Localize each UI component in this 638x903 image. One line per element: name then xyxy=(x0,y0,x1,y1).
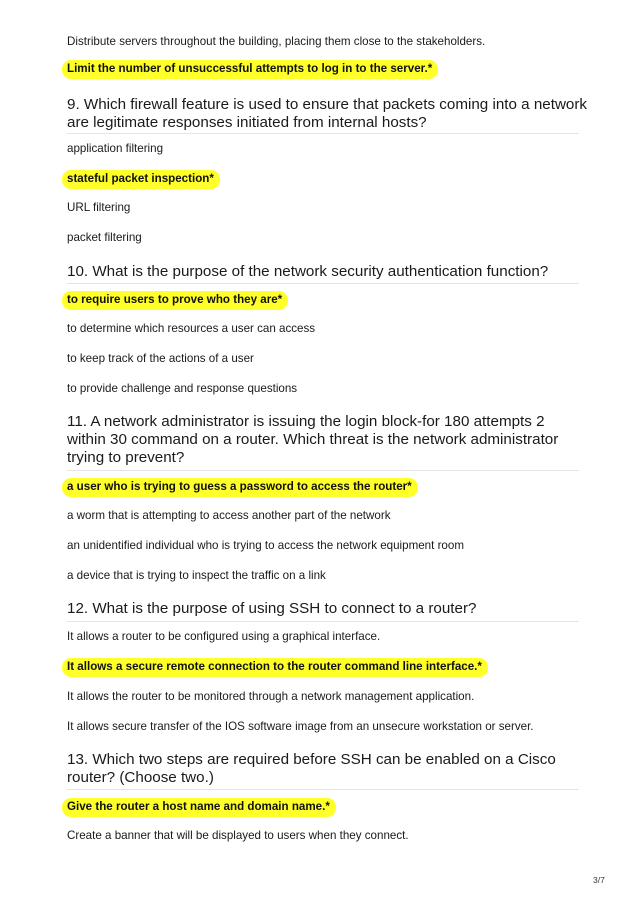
divider xyxy=(67,133,579,134)
answer-option: a worm that is attempting to access another part of the network xyxy=(67,509,391,522)
divider xyxy=(67,621,579,622)
answer-option: to determine which resources a user can access xyxy=(67,322,316,335)
answer-option: to keep track of the actions of a user xyxy=(67,352,254,365)
answer-option: an unidentified individual who is trying to access the network equipment room xyxy=(67,539,464,552)
correct-answer-option: It allows a secure remote connection to the router command line interface.* xyxy=(62,658,488,677)
correct-answer-option: to require users to prove who they are* xyxy=(62,291,288,310)
divider xyxy=(67,470,579,471)
answer-option: Distribute servers throughout the building, placing them close to the stakeholders. xyxy=(67,35,486,48)
answer-option: to provide challenge and response questions xyxy=(67,382,298,395)
answer-option: application filtering xyxy=(67,142,164,155)
correct-answer-option: Give the router a host name and domain name.* xyxy=(62,798,336,817)
question-9: 9. Which firewall feature is used to ensure that packets coming into a network are legitimate responses initiated from internal hosts? xyxy=(67,96,588,131)
question-11: 11. A network administrator is issuing the login block-for 180 attempts 2 within 30 command on a router. Which threat is the network administrator trying to prevent? xyxy=(67,413,559,466)
answer-option: It allows a router to be configured using a graphical interface. xyxy=(67,630,381,643)
question-13: 13. Which two steps are required before SSH can be enabled on a Cisco router? (Choose two.) xyxy=(67,751,556,786)
page-number: 3/7 xyxy=(593,875,605,885)
answer-option: a device that is trying to inspect the traffic on a link xyxy=(67,569,326,582)
answer-option: packet filtering xyxy=(67,231,142,244)
correct-answer-option: Limit the number of unsuccessful attempts to log in to the server.* xyxy=(62,60,438,79)
answer-option: Create a banner that will be displayed to users when they connect. xyxy=(67,829,409,842)
correct-answer-option: a user who is trying to guess a password to access the router* xyxy=(62,478,418,497)
answer-option: It allows the router to be monitored through a network management application. xyxy=(67,690,475,703)
divider xyxy=(67,789,579,790)
divider xyxy=(67,283,579,284)
answer-option: URL filtering xyxy=(67,201,131,214)
question-10: 10. What is the purpose of the network security authentication function? xyxy=(67,263,549,280)
question-12: 12. What is the purpose of using SSH to connect to a router? xyxy=(67,600,477,617)
answer-option: It allows secure transfer of the IOS software image from an unsecure workstation or server. xyxy=(67,720,534,733)
correct-answer-option: stateful packet inspection* xyxy=(62,170,220,189)
